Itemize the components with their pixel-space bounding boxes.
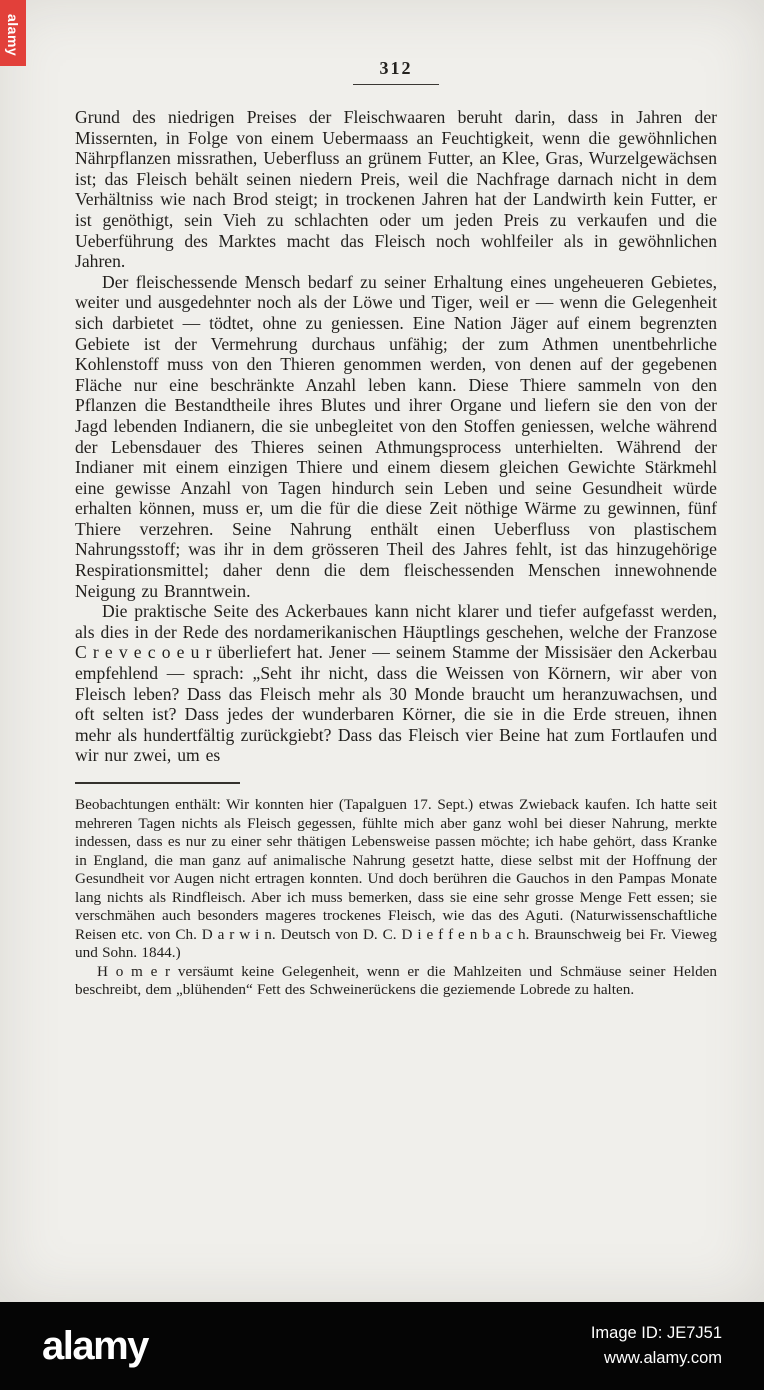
page-number-rule — [353, 84, 439, 85]
body-paragraph: Grund des niedrigen Preises der Fleischwaaren beruht darin, dass in Jahren der Missernten, in Folge von einem Uebermaass an Feuchtigkeit, wenn die gewöhnlichen Nährpflanzen missrathen, Ueberfluss an grünem Futter, an Klee, Gras, Wurzelgewächsen ist; das Fleisch behält seinen niedern Preis, weil die Nachfrage darnach nicht in dem Verhältniss wie nach Brod steigt; in trockenen Jahren hat der Landwirth kein Futter, er ist genöthigt, sein Vieh zu schlachten oder um jeden Preis zu verkaufen und die Ueberführung des Marktes macht das Fleisch noch wohlfeiler als in gewöhnlichen Jahren. — [75, 107, 717, 272]
page-number: 312 — [379, 58, 413, 78]
text-column — [75, 58, 717, 1000]
alamy-logo-vertical: alamy — [5, 13, 21, 57]
footer-meta — [591, 1321, 722, 1371]
footnote-paragraph: H o m e r versäumt keine Gelegenheit, wenn er die Mahlzeiten und Schmäuse seiner Helden beschreibt, dem „blühenden“ Fett des Schweinerückens die geziemende Lobrede zu halten. — [75, 962, 717, 998]
footnote-text — [75, 796, 717, 1000]
body-text — [75, 107, 717, 766]
alamy-footer-bar — [0, 1302, 764, 1390]
image-id-text: Image ID: JE7J51 — [590, 1324, 722, 1342]
footnote-paragraph: Beobachtungen enthält: Wir konnten hier (Tapalguen 17. Sept.) etwas Zwieback kaufen. Ich hatte seit mehreren Tagen nichts als Fleisch gegessen, fühlte mich aber ganz wohl bei dieser Nahrung, merkte indessen, dass es nur zu einer sehr thätigen Lebensweise passen möchte; ich habe gehört, dass Kranke in England, die man ganz auf animalische Nahrung gesetzt hatte, diese selbst mit der Hoffnung der Gesundheit vor Augen nicht ertragen konnten. Und doch berühren die Gauchos in den Pampas Monate lang nichts als Rindfleisch. Aber ich muss bemerken, dass sie eine sehr grosse Menge Fett essen; sie verschmähen auch besonders mageres trockenes Fleisch, wie das des Aguti. (Naturwissenschaftliche Reisen etc. von Ch. D a r w i n. Deutsch von D. C. D i e f f e n b a c h. Braunschweig bei Fr. Vieweg und Sohn. 1844.) — [75, 796, 717, 961]
body-paragraph: Die praktische Seite des Ackerbaues kann nicht klarer und tiefer aufgefasst werden, als dies in der Rede des nordamerikanischen Häuptlings geschehen, welche der Franzose C r e v e c o e u r überliefert hat. Jener — seinem Stamme der Missisäer den Ackerbau empfehlend — sprach: „Seht ihr nicht, dass die Weissen von Körnern, wir aber von Fleisch leben? Dass das Fleisch mehr als 30 Monde braucht um heranzuwachsen, und oft selten ist? Dass jedes der wunderbaren Körner, die sie in die Erde streuen, ihnen mehr als hundertfältig zurückgiebt? Dass das Fleisch vier Beine hat zum Fortlaufen und wir nur zwei, um es — [75, 601, 717, 766]
alamy-logo: alamy — [42, 1324, 148, 1368]
alamy-url-text: www.alamy.com — [604, 1349, 722, 1367]
page-header — [75, 58, 717, 85]
alamy-corner-watermark — [0, 0, 26, 66]
footnote-separator-rule — [75, 782, 240, 784]
body-paragraph: Der fleischessende Mensch bedarf zu seiner Erhaltung eines ungeheueren Gebietes, weiter und ausgedehnter noch als der Löwe und Tiger, weil er — wenn die Gelegenheit sich darbietet — tödtet, ohne zu geniessen. Eine Nation Jäger auf einem begrenzten Gebiete ist der Vermehrung durchaus unfähig; der zum Athmen unentbehrliche Kohlenstoff muss von den Thieren genommen werden, von denen auf der gegebenen Fläche nur eine beschränkte Anzahl leben kann. Diese Thiere sammeln von den Pflanzen die Bestandtheile ihres Blutes und ihrer Organe und liefern sie den von der Jagd lebenden Indianern, die sie unbegleitet von den Stoffen geniessen, welche während der Lebensdauer des Thieres seinen Athmungsprocess unterhielten. Während der Indianer mit einem einzigen Thiere und einem diesem gleichen Gewichte Stärkmehl eine gewisse Anzahl von Tagen hindurch sein Leben und seine Gesundheit würde erhalten können, muss er, um die für die diese Zeit nöthige Wärme zu gewinnen, fünf Thiere verzehren. Seine Nahrung enthält einen Ueberfluss von plastischem Nahrungsstoff; was ihr in dem grösseren Theil des Jahres fehlt, ist das hinzugehörige Respirationsmittel; daher denn die dem fleischessenden Menschen innewohnende Neigung zu Branntwein. — [75, 271, 717, 601]
